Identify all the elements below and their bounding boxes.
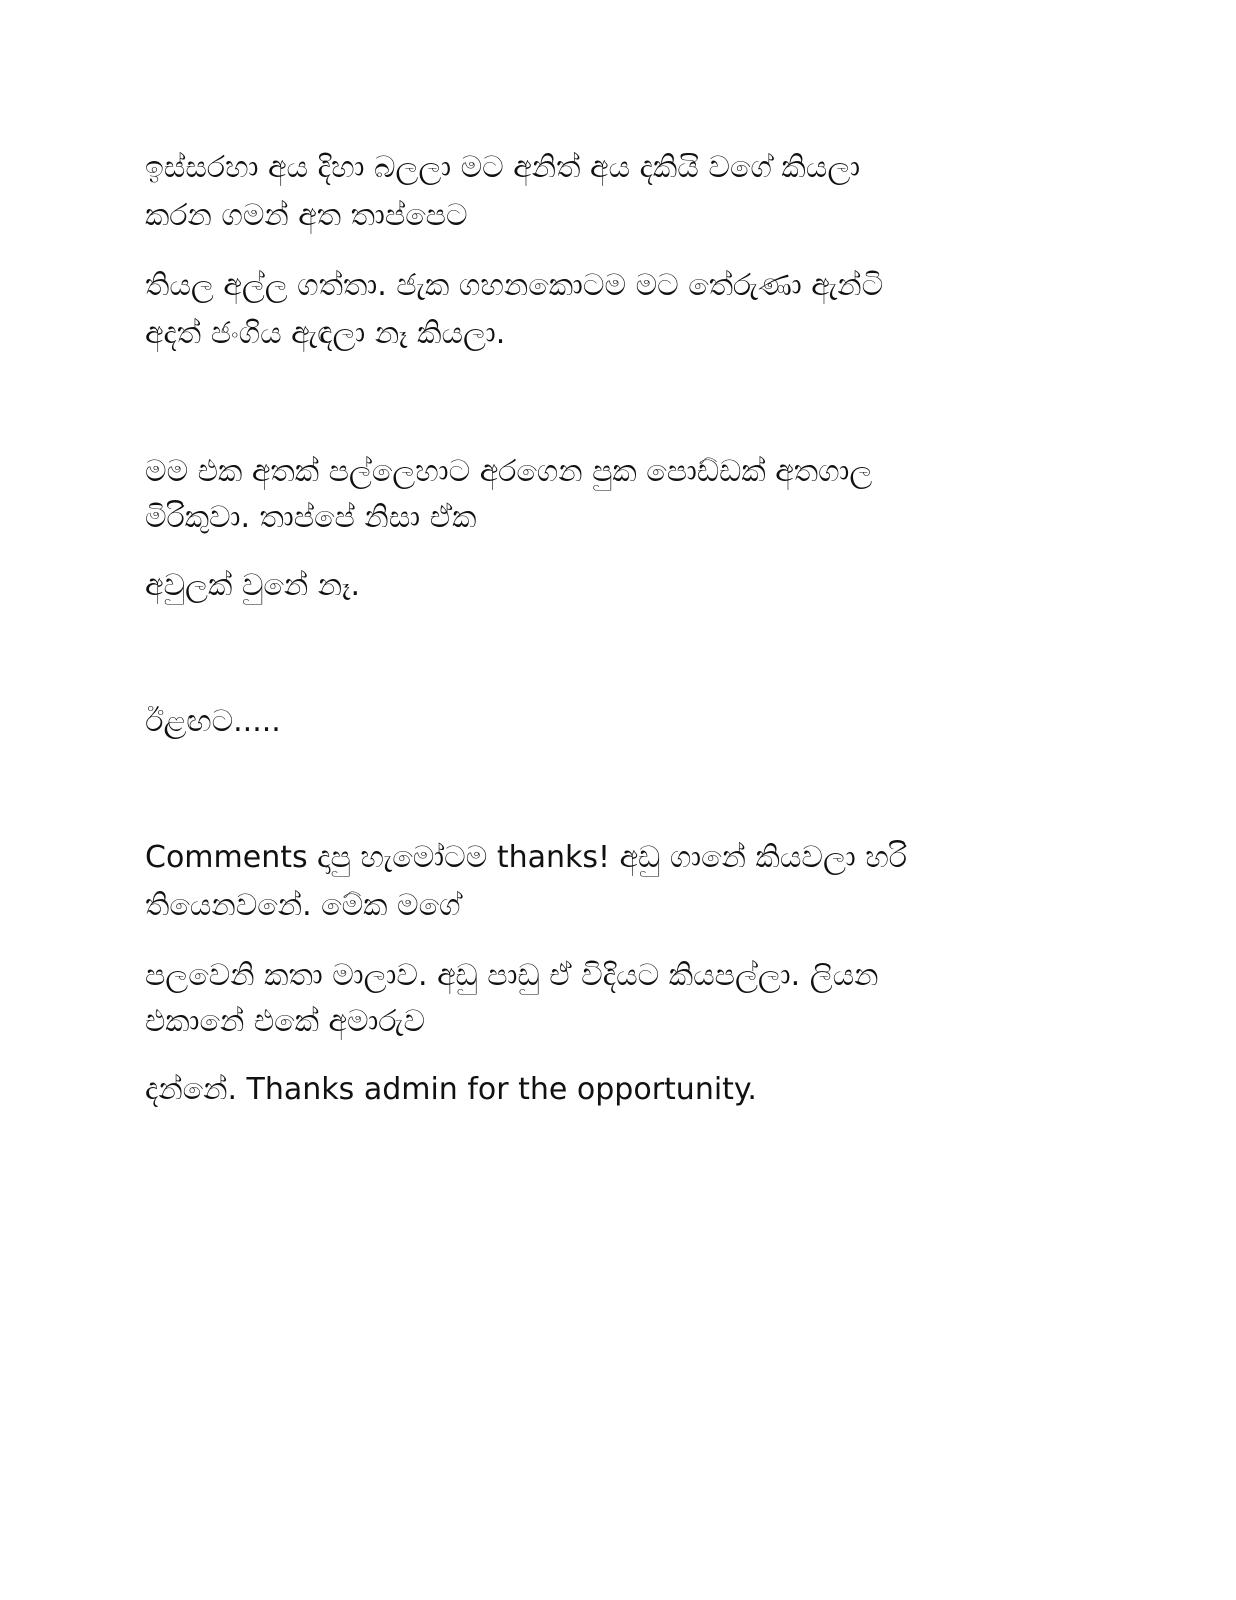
text-line-3: තියල අල්ල ගත්තා. ජැක ගහනකොටම මට තේරුණා ඇන්ටි <box>145 268 884 303</box>
text-line-2: කරන ගමන් අත තාප්පෙට <box>145 198 468 233</box>
text-line-12: එකානේ එකේ අමාරුව <box>145 1004 426 1039</box>
text-line-11: පලවෙනි කතා මාලාව. අඩු පාඩු ඒ විදියට කියපල්ලා. ලියන <box>145 958 879 993</box>
text-line-13: දන්නේ. Thanks admin for the opportunity. <box>145 1072 757 1107</box>
text-line-10: තියෙනවනේ. මේක මගේ <box>145 888 461 923</box>
text-line-1: ඉස්සරහා අය දිහා බලලා මට අනිත් අය දකියි වගේ කියලා <box>145 150 861 185</box>
text-line-5: මම එක අතක් පල්ලෙහාට අරගෙන පුක පොඩ්ඩක් අතගාල <box>145 454 873 489</box>
text-line-4: අදත් ජංගිය ඇඳලා නෑ කියලා. <box>145 316 506 351</box>
text-line-8: ඊළඟට..... <box>145 704 281 739</box>
text-line-6: මිරිකුවා. තාප්පේ නිසා ඒක <box>145 500 477 535</box>
text-line-7: අවුලක් වුනේ නෑ. <box>145 568 360 603</box>
text-line-9: Comments දාපු හැමෝටම thanks! අඩු ගානේ කියවලා හරි <box>145 840 907 875</box>
